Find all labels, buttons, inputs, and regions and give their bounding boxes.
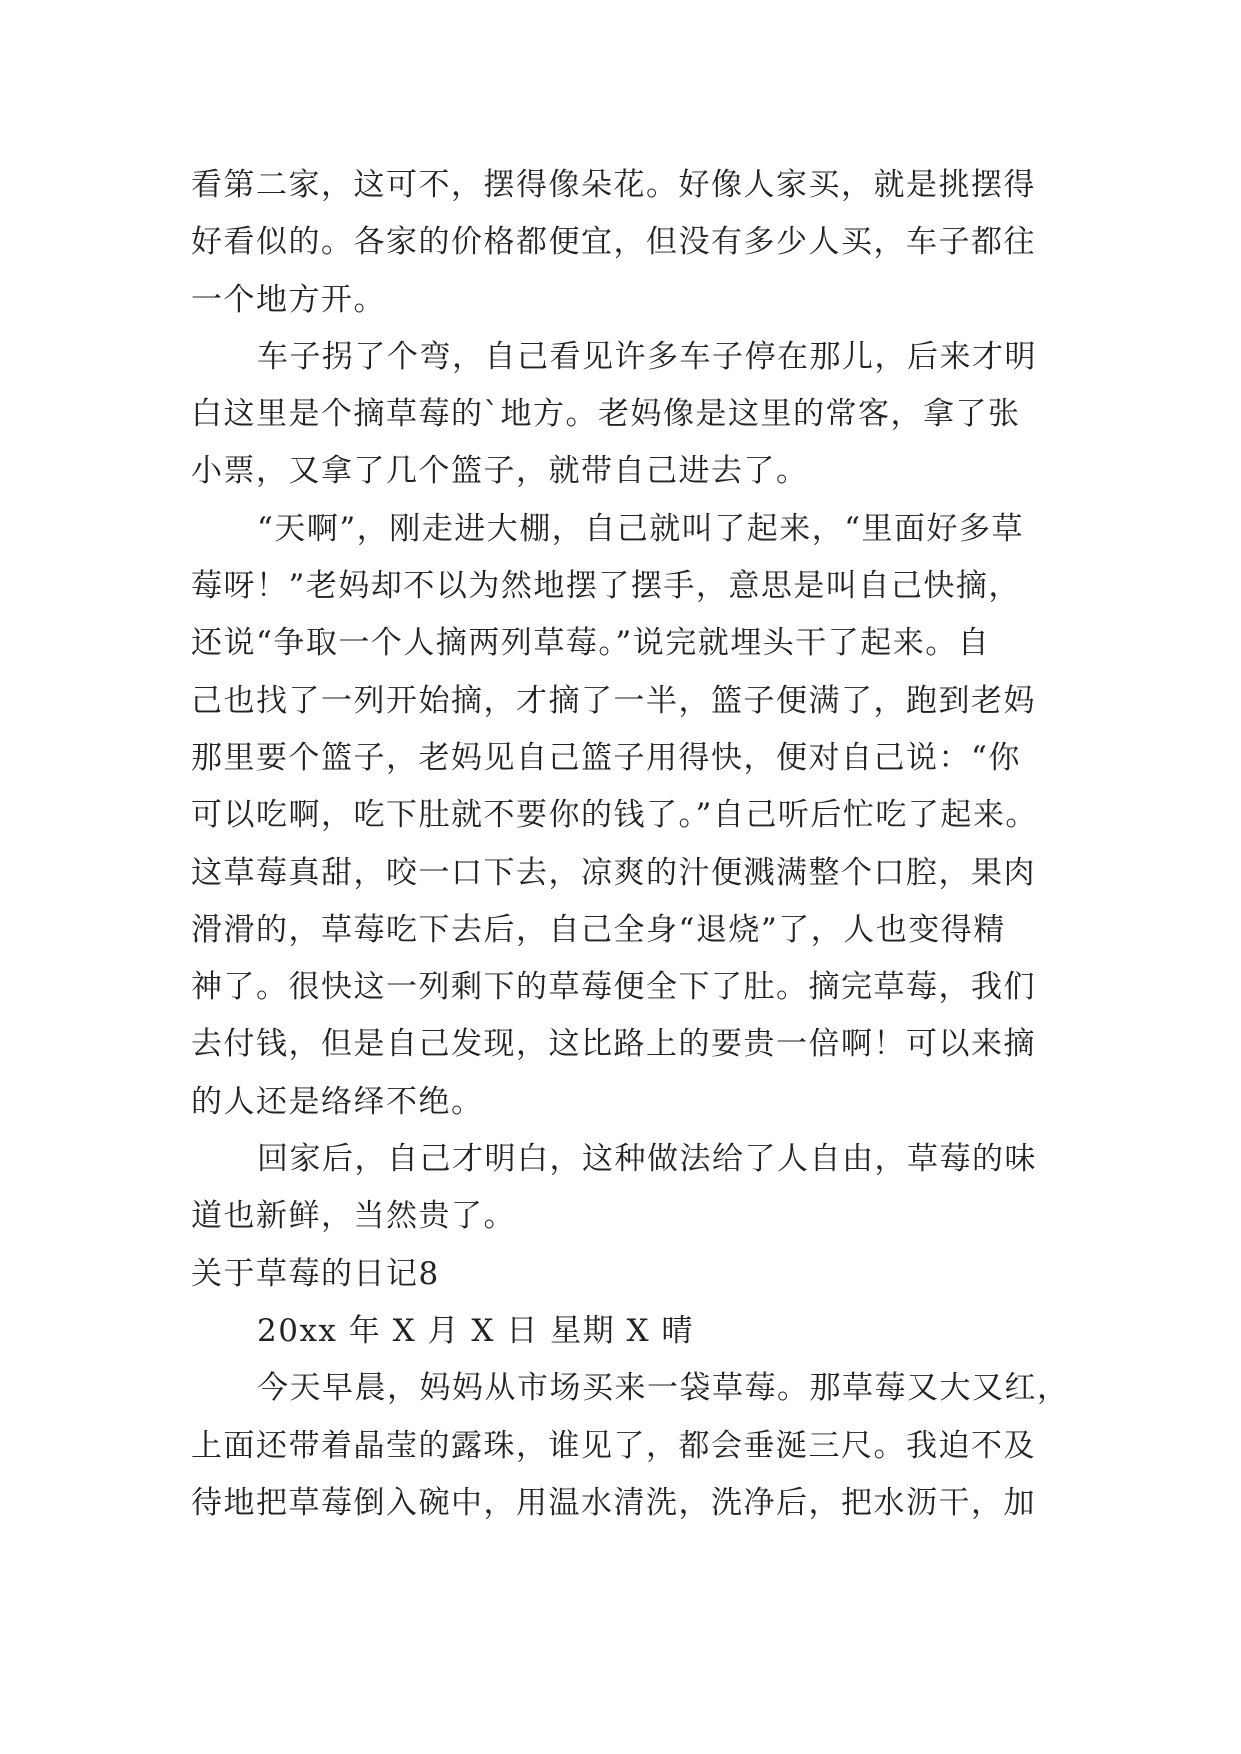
text-line: 去付钱，但是自己发现，这比路上的要贵一倍啊！可以来摘	[191, 1026, 1036, 1063]
text-line: 神了。很快这一列剩下的草莓便全下了肚。摘完草莓，我们	[191, 969, 1036, 1006]
text-line: 可以吃啊，吃下肚就不要你的钱了。”自己听后忙吃了起来。	[191, 797, 1038, 834]
text-line: 的人还是络绎不绝。	[191, 1083, 484, 1120]
document-body	[191, 157, 1071, 1532]
text-line: 白这里是个摘草莓的`地方。老妈像是这里的常客，拿了张	[191, 396, 1021, 433]
text-line: 这草莓真甜，咬一口下去，凉爽的汁便溅满整个口腔，果肉	[191, 854, 1036, 891]
text-line: 看第二家，这可不，摆得像朵花。好像人家买，就是挑摆得	[191, 167, 1036, 203]
text-line: 莓呀！”老妈却不以为然地摆了摆手，意思是叫自己快摘，	[191, 568, 1021, 605]
text-line: 小票，又拿了几个篮子，就带自己进去了。	[191, 453, 809, 490]
text-line: 上面还带着晶莹的露珠，谁见了，都会垂涎三尺。我迫不及	[191, 1427, 1036, 1464]
section-title: 关于草莓的日记8	[191, 1255, 440, 1292]
text-line: 一个地方开。	[191, 281, 386, 318]
text-line: 那里要个篮子，老妈见自己篮子用得快，便对自己说：“你	[191, 739, 1021, 776]
text-line: 好看似的。各家的价格都便宜，但没有多少人买，车子都往	[191, 224, 1036, 261]
text-line: 己也找了一列开始摘，才摘了一半，篮子便满了，跑到老妈	[191, 682, 1036, 719]
text-line: 道也新鲜，当然贵了。	[191, 1198, 516, 1235]
text-line: 回家后，自己才明白，这种做法给了人自由，草莓的味	[257, 1141, 1037, 1178]
text-line: 今天早晨，妈妈从市场买来一袋草莓。那草莓又大又红，	[257, 1370, 1070, 1407]
text-line: “天啊”，刚走进大棚，自己就叫了起来，“里面好多草	[257, 510, 1025, 547]
diary-date-line: 20xx 年 X 月 X 日 星期 X 晴	[257, 1312, 694, 1349]
text-line: 待地把草莓倒入碗中，用温水清洗，洗净后，把水沥干，加	[191, 1484, 1036, 1521]
text-line: 还说“争取一个人摘两列草莓。”说完就埋头干了起来。自	[191, 625, 991, 662]
text-line: 车子拐了个弯，自己看见许多车子停在那儿，后来才明	[257, 338, 1037, 375]
text-line: 滑滑的，草莓吃下去后，自己全身“退烧”了，人也变得精	[191, 911, 1006, 948]
